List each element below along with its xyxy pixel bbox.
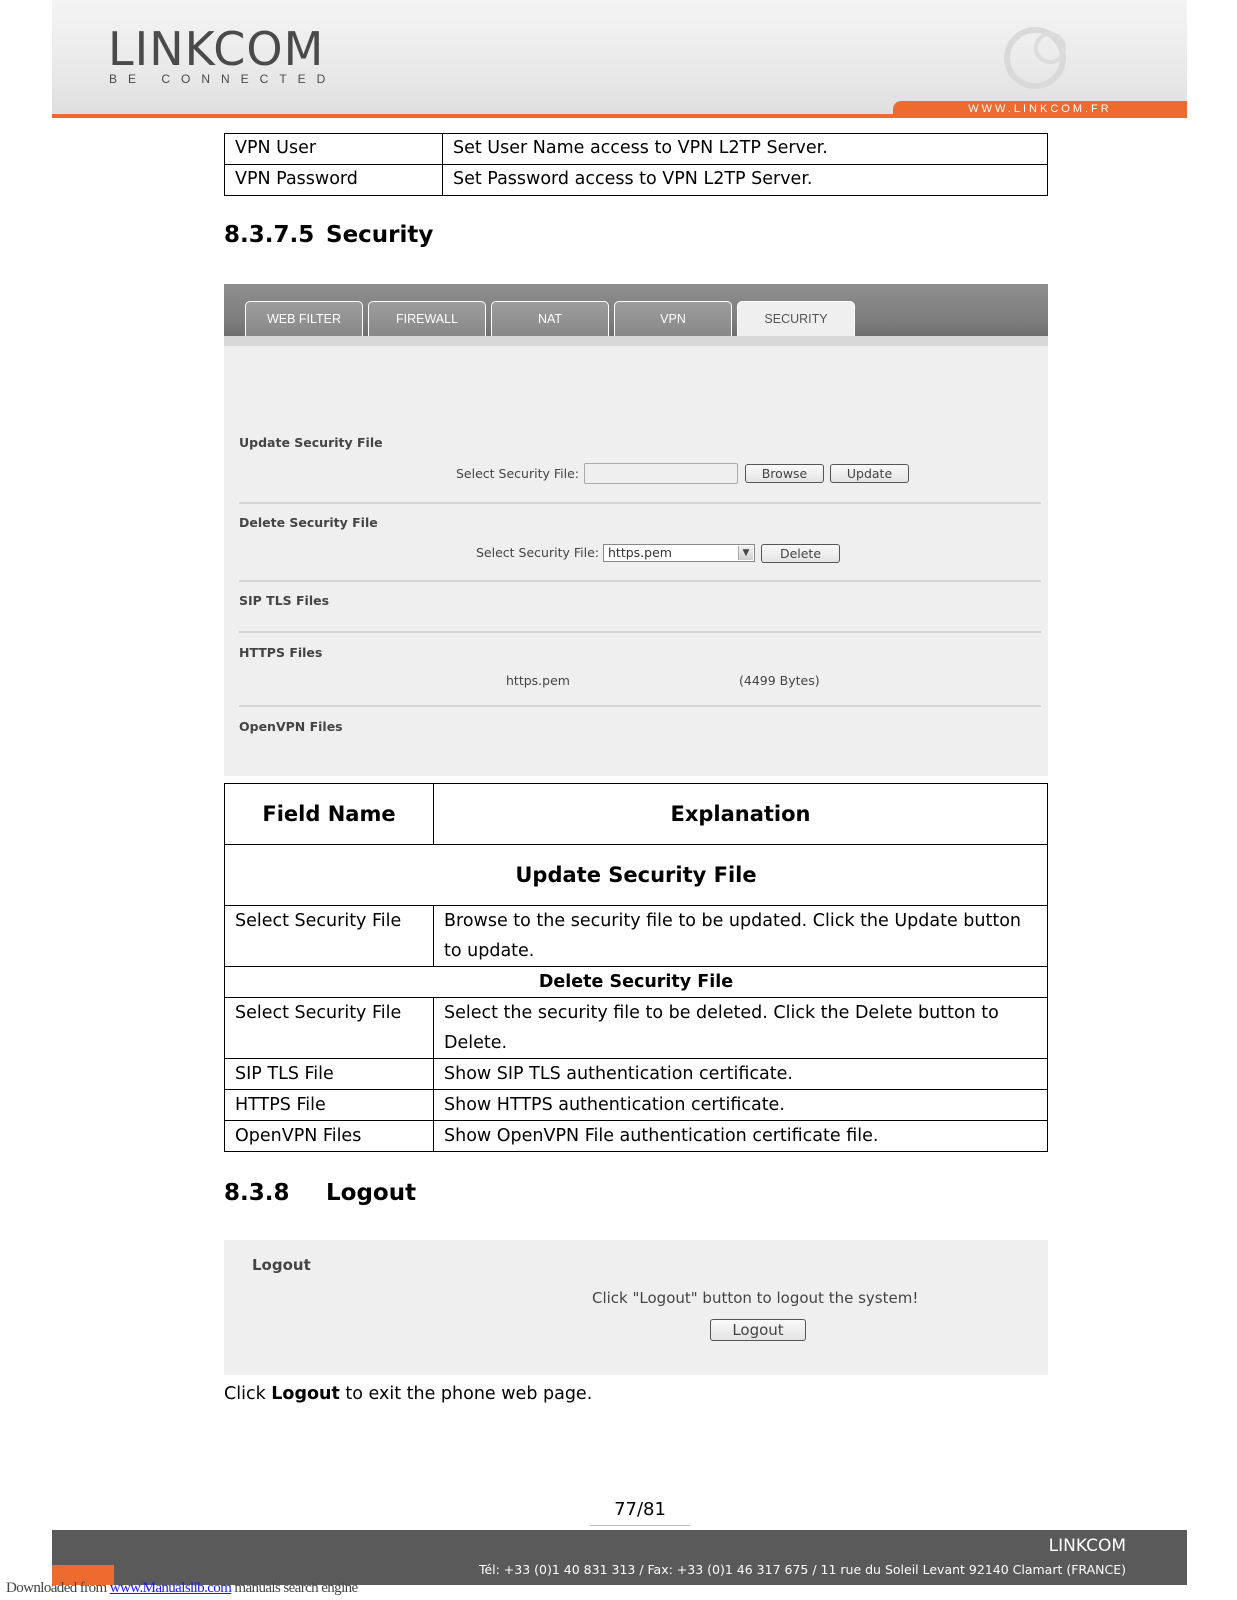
https-section-title: HTTPS Files [239, 645, 323, 660]
section-divider [239, 631, 1041, 633]
logout-button[interactable]: Logout [710, 1319, 806, 1341]
update-button[interactable]: Update [830, 464, 909, 483]
chevron-down-icon[interactable]: ▼ [738, 546, 753, 560]
field-cell: VPN Password [225, 165, 443, 196]
delete-field-label: Select Security File: [476, 545, 599, 560]
tab-bar-shadow [224, 336, 1048, 346]
update-group-title: Update Security File [225, 845, 1048, 906]
update-section-title: Update Security File [239, 435, 383, 450]
table-subheader-row [225, 845, 1048, 906]
explanation-cell: Show HTTPS authentication certificate. [434, 1090, 1048, 1121]
table-row [225, 1090, 1048, 1121]
browse-button[interactable]: Browse [745, 464, 824, 483]
watermark-graphic [990, 18, 1090, 98]
security-settings-screenshot [224, 284, 1048, 776]
section-divider [239, 705, 1041, 707]
section-heading-logout [224, 1180, 416, 1206]
column-header-explanation: Explanation [434, 784, 1048, 845]
download-prefix: Downloaded from [6, 1580, 110, 1596]
download-notice [6, 1580, 358, 1597]
field-cell: SIP TLS File [225, 1059, 434, 1090]
page-number-underline [590, 1525, 690, 1526]
body-text-suffix: to exit the phone web page. [339, 1384, 593, 1404]
field-cell: HTTPS File [225, 1090, 434, 1121]
section-divider [239, 502, 1041, 504]
explanation-cell [434, 906, 1048, 967]
sip-tls-section-title: SIP TLS Files [239, 593, 330, 608]
selected-file-value: https.pem [608, 545, 672, 560]
table-row [225, 998, 1048, 1059]
security-file-input[interactable] [584, 463, 738, 484]
table-row [225, 1121, 1048, 1152]
explanation-cell: Show SIP TLS authentication certificate. [434, 1059, 1048, 1090]
logo-tagline: BE CONNECTED [109, 72, 337, 86]
tab-web-filter[interactable]: WEB FILTER [245, 301, 363, 336]
table-header-row [225, 784, 1048, 845]
body-text-prefix: Click [224, 1384, 272, 1404]
section-heading-security [224, 222, 433, 248]
manualslib-link[interactable]: www.Manualslib.com [109, 1580, 232, 1596]
security-file-select[interactable] [603, 544, 755, 562]
tab-nat[interactable]: NAT [491, 301, 609, 336]
explanation-cell: Set User Name access to VPN L2TP Server. [443, 134, 1048, 165]
openvpn-section-title: OpenVPN Files [239, 719, 343, 734]
section-number: 8.3.8 [224, 1180, 290, 1206]
https-file-name: https.pem [506, 673, 570, 688]
field-cell: Select Security File [225, 998, 434, 1059]
logout-screenshot [224, 1240, 1048, 1375]
page-number: 77/81 [614, 1499, 666, 1520]
update-field-label: Select Security File: [456, 466, 579, 481]
explanation-line: Select the security file to be deleted. Click the Delete button to [444, 1003, 999, 1023]
section-title: Security [326, 222, 434, 248]
company-logo: LINKCOM [108, 22, 325, 76]
tab-security[interactable]: SECURITY [737, 301, 855, 336]
logout-section-title: Logout [252, 1256, 311, 1274]
footer-brand: LINKCOM [1048, 1536, 1126, 1556]
delete-section-title: Delete Security File [239, 515, 378, 530]
delete-group-title: Delete Security File [225, 967, 1048, 998]
download-suffix: manuals search engine [231, 1580, 358, 1596]
field-cell: Select Security File [225, 906, 434, 967]
field-cell: VPN User [225, 134, 443, 165]
delete-button[interactable]: Delete [761, 544, 840, 563]
section-number: 8.3.7.5 [224, 222, 315, 248]
https-file-size: (4499 Bytes) [739, 673, 820, 688]
security-field-table [224, 783, 1048, 1152]
website-url: WWW.LINKCOM.FR [968, 103, 1112, 115]
explanation-cell: Show OpenVPN File authentication certificate file. [434, 1121, 1048, 1152]
section-title: Logout [326, 1180, 417, 1206]
body-paragraph [224, 1384, 592, 1404]
body-text-bold: Logout [271, 1384, 340, 1404]
explanation-cell [434, 998, 1048, 1059]
explanation-line: to update. [444, 941, 535, 961]
explanation-line: Browse to the security file to be updated. Click the Update button [444, 911, 1022, 931]
table-row [225, 906, 1048, 967]
footer-address: Tél: +33 (0)1 40 831 313 / Fax: +33 (0)1 46 317 675 / 11 rue du Soleil Levant 92140 Clamart (FRANCE) [478, 1562, 1126, 1577]
tab-firewall[interactable]: FIREWALL [368, 301, 486, 336]
tab-bar [224, 284, 1048, 336]
column-header-field: Field Name [225, 784, 434, 845]
table-row [225, 1059, 1048, 1090]
vpn-field-table [224, 133, 1048, 196]
field-cell: OpenVPN Files [225, 1121, 434, 1152]
explanation-line: Delete. [444, 1033, 508, 1053]
logout-message: Click "Logout" button to logout the system! [592, 1289, 919, 1307]
table-subheader-row [225, 967, 1048, 998]
explanation-cell: Set Password access to VPN L2TP Server. [443, 165, 1048, 196]
tab-vpn[interactable]: VPN [614, 301, 732, 336]
table-row [225, 165, 1048, 196]
section-divider [239, 580, 1041, 582]
table-row [225, 134, 1048, 165]
